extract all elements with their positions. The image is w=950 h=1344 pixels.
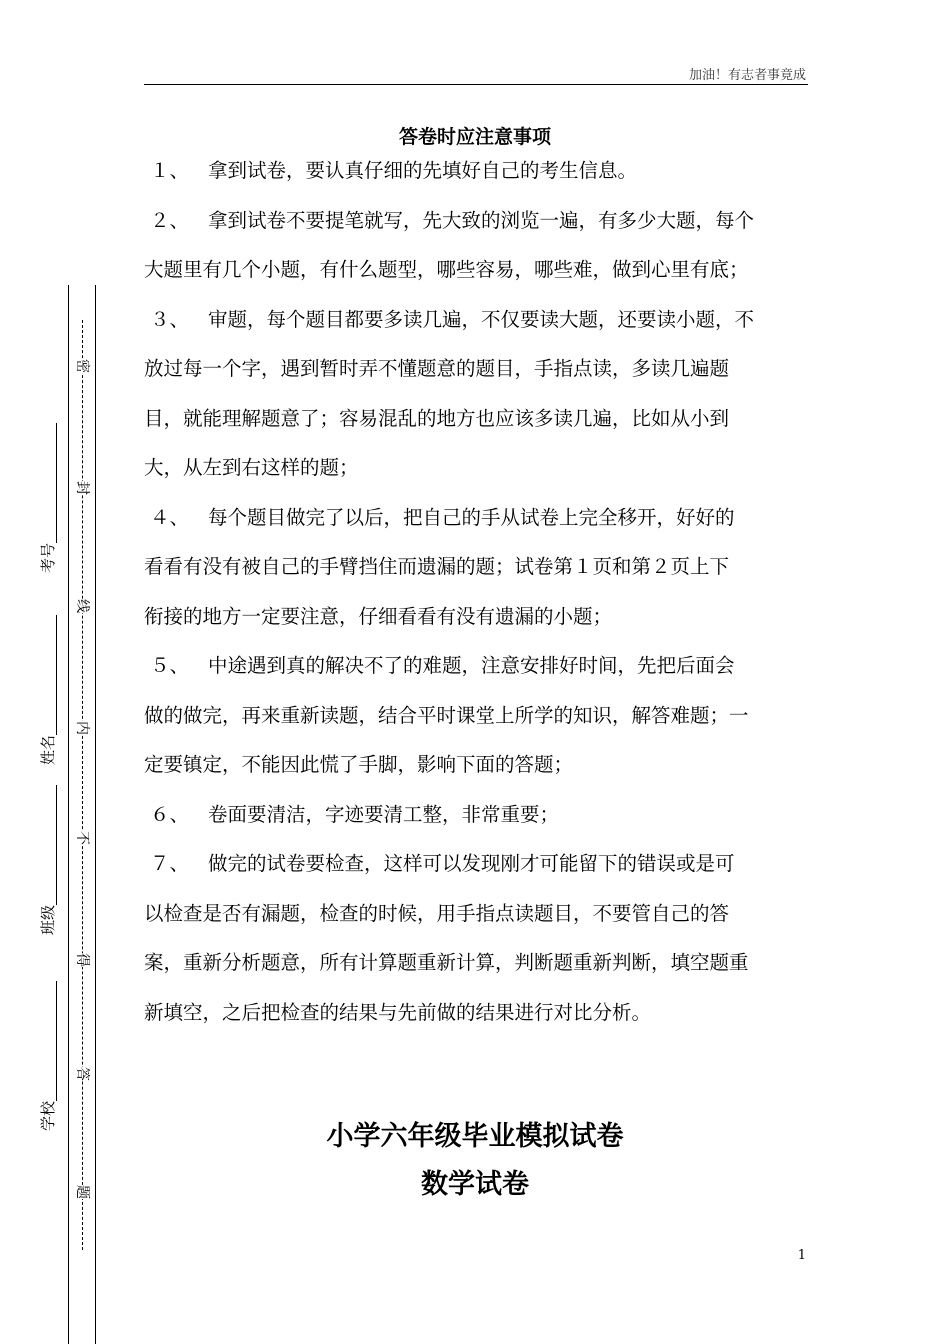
- seal-char: 线: [74, 599, 90, 613]
- notice-item: [144, 295, 806, 493]
- notice-line: [144, 443, 806, 493]
- notice-line-text: 看看有没有被自己的手臂挡住而遗漏的题；试卷第１页和第２页上下: [144, 555, 730, 578]
- notice-line-text: 卷面要清洁，字迹要清工整，非常重要；: [208, 802, 560, 826]
- notice-item-number: ２、: [150, 208, 190, 232]
- notice-line-text: 拿到试卷不要提笔就写，先大致的浏览一遍，有多少大题，每个: [208, 208, 755, 232]
- notice-line-text: 中途遇到真的解决不了的难题，注意安排好时间，先把后面会: [208, 654, 735, 677]
- notice-line-text: 新填空，之后把检查的结果与先前做的结果进行对比分析。: [144, 1000, 652, 1024]
- notice-line-text: 目，就能理解题意了；容易混乱的地方也应该多读几遍，比如从小到: [144, 406, 730, 430]
- notice-line-text: 拿到试卷，要认真仔细的先填好自己的考生信息。: [208, 159, 638, 182]
- notice-line: [144, 641, 806, 691]
- binding-field[interactable]: [37, 423, 58, 573]
- seal-char: 封: [74, 481, 90, 495]
- notice-line: [144, 146, 806, 196]
- notice-item-number: ３、: [150, 307, 190, 331]
- seal-char: 答: [74, 1067, 90, 1081]
- binding-field-label: 姓名: [39, 734, 57, 765]
- notice-line: [144, 889, 806, 939]
- notice-line-text: 衔接的地方一定要注意，仔细看看有没有遗漏的小题；: [144, 604, 613, 628]
- seal-dashed-line: [82, 320, 83, 1250]
- page-number: 1: [797, 1248, 806, 1263]
- notice-line: [144, 988, 806, 1038]
- notice-line-text: 做的做完，再来重新读题，结合平时课堂上所学的知识，解答难题；一: [144, 703, 749, 727]
- notice-line: [144, 344, 806, 394]
- notice-line: [144, 740, 806, 790]
- binding-field-label: 学校: [39, 1100, 57, 1131]
- notice-line: [144, 196, 806, 246]
- notice-line: [144, 295, 806, 345]
- notice-line-text: 做完的试卷要检查，这样可以发现刚才可能留下的错误或是可: [208, 852, 735, 875]
- seal-char: 密: [74, 359, 90, 373]
- binding-field-blank[interactable]: [42, 785, 57, 905]
- notice-line: [144, 245, 806, 295]
- notice-line-text: 定要镇定，不能因此慌了手脚，影响下面的答题；: [144, 753, 574, 776]
- header-motto: 加油！有志者事竟成: [688, 68, 806, 83]
- notice-item: [144, 839, 806, 1037]
- seal-char: 得: [74, 953, 90, 967]
- notice-item-number: １、: [150, 159, 190, 182]
- notice-line-text: 大，从左到右这样的题；: [144, 456, 359, 479]
- notice-item: [144, 790, 806, 840]
- binding-field-blank[interactable]: [42, 423, 57, 543]
- binding-line-right: [95, 285, 96, 1344]
- notice-line-text: 以检查是否有漏题，检查的时候，用手指点读题目，不要管自己的答: [144, 901, 730, 925]
- notice-title: 答卷时应注意事项: [398, 126, 551, 148]
- notice-line: [144, 691, 806, 741]
- notice-line-text: 审题，每个题目都要多读几遍，不仅要读大题，还要读小题，不: [208, 307, 755, 331]
- notice-body: [144, 146, 806, 1037]
- notice-item: [144, 146, 806, 196]
- notice-line-text: 放过每一个字，遇到暂时弄不懂题意的题目，手指点读，多读几遍题: [144, 357, 730, 380]
- exam-subject: 数学试卷: [421, 1169, 529, 1200]
- header-rule: [144, 84, 808, 85]
- binding-field[interactable]: [37, 615, 58, 765]
- notice-item-number: ４、: [150, 505, 190, 529]
- notice-line: [144, 592, 806, 642]
- notice-line: [144, 938, 806, 988]
- notice-item: [144, 641, 806, 790]
- notice-item-number: ６、: [150, 802, 190, 826]
- seal-char: 题: [74, 1185, 90, 1199]
- notice-item-number: ７、: [150, 852, 190, 875]
- notice-line: [144, 839, 806, 889]
- notice-line: [144, 493, 806, 543]
- exam-title: 小学六年级毕业模拟试卷: [326, 1121, 624, 1152]
- binding-field[interactable]: [37, 785, 58, 935]
- notice-line-text: 大题里有几个小题，有什么题型，哪些容易，哪些难，做到心里有底；: [144, 258, 749, 281]
- notice-line: [144, 790, 806, 840]
- notice-item: [144, 196, 806, 295]
- notice-item-number: ５、: [150, 654, 190, 677]
- notice-line-text: 每个题目做完了以后，把自己的手从试卷上完全移开，好好的: [208, 505, 735, 529]
- binding-field-label: 考号: [39, 542, 57, 573]
- binding-field-blank[interactable]: [42, 615, 57, 735]
- binding-line-left: [68, 285, 69, 1344]
- seal-char: 不: [74, 831, 90, 845]
- notice-item: [144, 493, 806, 642]
- binding-field-blank[interactable]: [42, 981, 57, 1101]
- binding-field-label: 班级: [39, 904, 57, 935]
- notice-line: [144, 542, 806, 592]
- binding-field[interactable]: [37, 981, 58, 1131]
- seal-char: 内: [74, 721, 90, 735]
- notice-line-text: 案，重新分析题意，所有计算题重新计算，判断题重新判断，填空题重: [144, 951, 749, 974]
- notice-line: [144, 394, 806, 444]
